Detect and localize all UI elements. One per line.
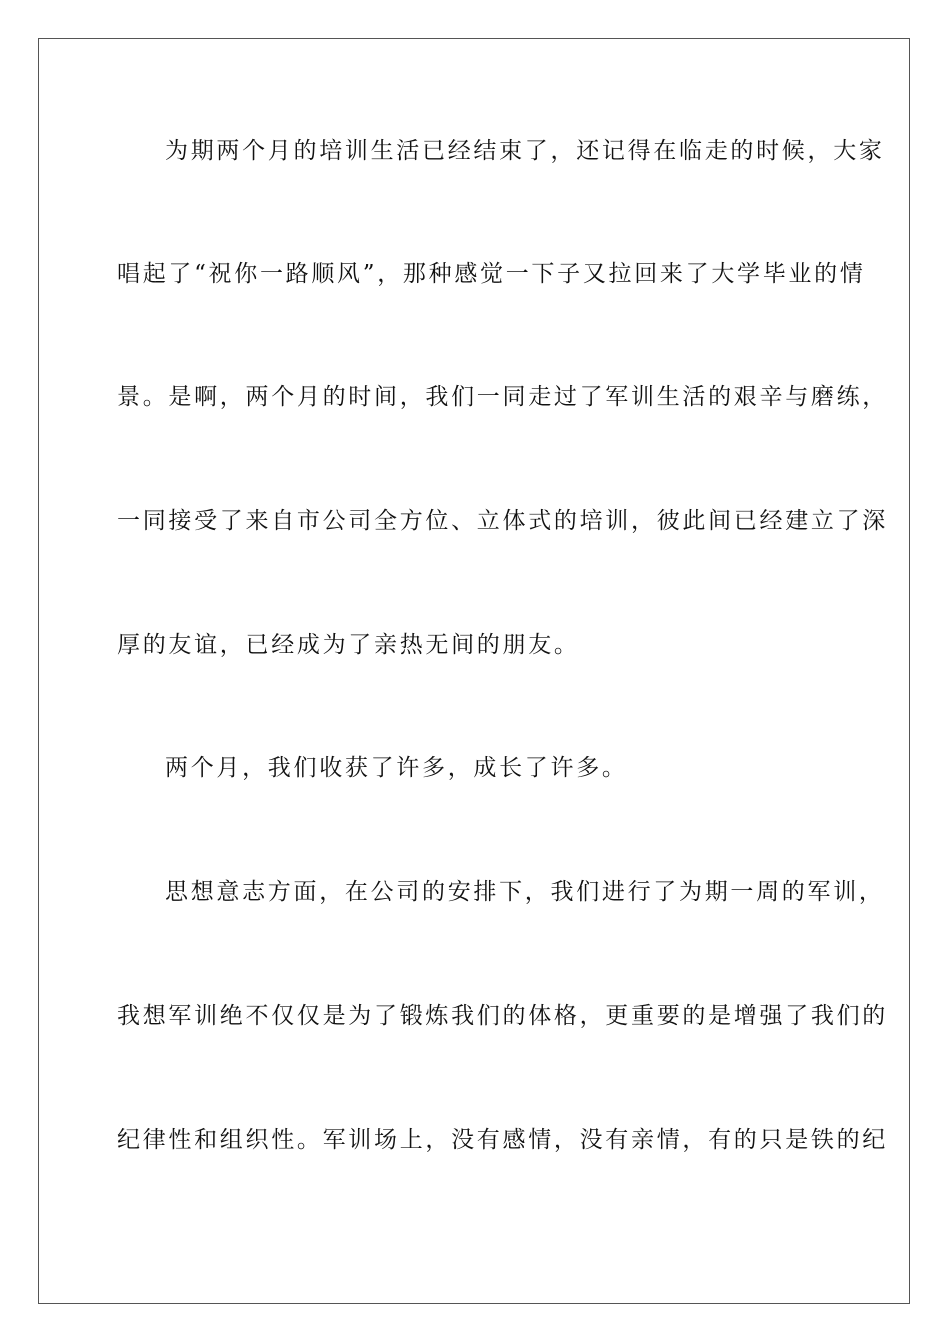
paragraph-3-line-3: 纪律性和组织性。军训场上，没有感情，没有亲情，有的只是铁的纪 [117, 1127, 888, 1153]
paragraph-1-line-2: 唱起了“祝你一路顺风”，那种感觉一下子又拉回来了大学毕业的情 [117, 261, 866, 287]
paragraph-1-line-4: 一同接受了来自市公司全方位、立体式的培训，彼此间已经建立了深 [117, 508, 888, 534]
paragraph-3-line-2: 我想军训绝不仅仅是为了锻炼我们的体格，更重要的是增强了我们的 [117, 1003, 888, 1029]
paragraph-1-line-3: 景。是啊，两个月的时间，我们一同走过了军训生活的艰辛与磨练， [117, 384, 888, 410]
paragraph-1-line-5: 厚的友谊，已经成为了亲热无间的朋友。 [117, 632, 580, 658]
page-border [38, 38, 910, 1304]
paragraph-2-line-1: 两个月，我们收获了许多，成长了许多。 [165, 755, 628, 781]
paragraph-1-line-1: 为期两个月的培训生活已经结束了，还记得在临走的时候，大家 [165, 138, 885, 164]
paragraph-3-line-1: 思想意志方面，在公司的安排下，我们进行了为期一周的军训， [165, 879, 885, 905]
